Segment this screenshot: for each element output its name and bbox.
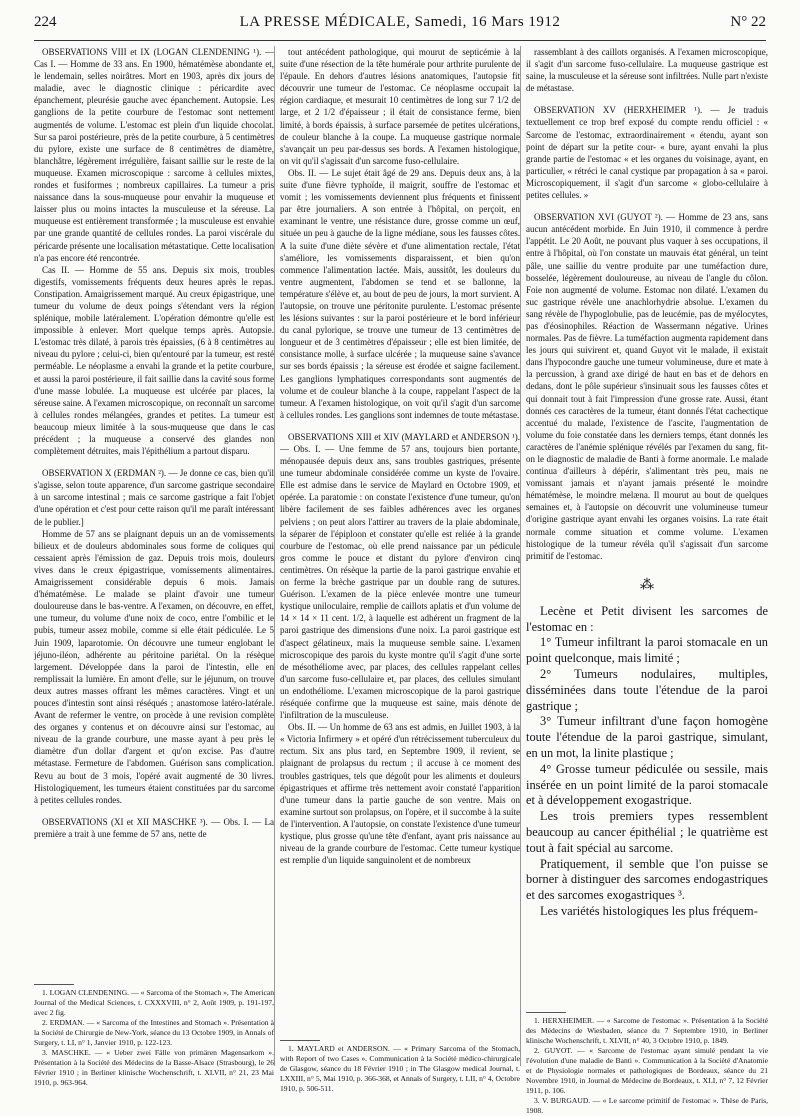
paragraph: OBSERVATION XV (HERXHEIMER ¹). — Je traduis textuellement ce trop bref exposé du compte rendu officiel : « Sarcome de l'estomac, extraordinairement « étendu, ayant son point de départ sur la petite cour- « bure, ayant envahi la plus grande partie de l'estomac « et les organes du voisinage, ayant, en particulier, « rétréci le canal cystique par propagation à sa « paroi. Microscopiquement, il s'agit d'un sarcome « globo-cellulaire à petites cellules. » bbox=[526, 105, 768, 201]
footnote: 1. HERXHEIMER. — « Sarcome de l'estomac ». Présentation à la Société des Médecins de Wiesbaden, séance du 7 Septembre 1910, in Berliner klinische Wochenschrift, t. XLVII, n° 40, 3 Octobre 1910, p. 1849. bbox=[526, 1016, 768, 1045]
main-text bbox=[526, 604, 768, 920]
paragraph: OBSERVATIONS VIII et IX (LOGAN CLENDENING ¹). — Cas I. — Homme de 33 ans. En 1900, hématémèse abondante et, le lendemain, selles noirâtres. Mort en 1903, après dix jours de maladie, avec le diagnostic clinique : péricardite avec épanchement, pleurésie gauche avec épanchement. Autopsie. Les ganglions de la petite courbure de l'estomac sont nettement augmentés de volume. L'estomac est plein d'un liquide chocolat. Sur sa paroi postérieure, près de la petite courbure, à 5 centimètres du pylore, existe une surface de 8 centimètres de diamètre, blanchâtre, légèrement irrégulière, faisant saillie sur le reste de la muqueuse. Examen microscopique : sarcome à cellules mixtes, rondes et fusiformes ; nombreux capillaires. La tumeur a pris naissance dans la sous-muqueuse pour envahir la muqueuse et laisser plus ou moins intactes la musculeuse et la séreuse. La muqueuse est entièrement transformée ; la musculeuse est envahie par une grande quantité de cellules rondes. La paroi viscérale du péricarde présente une localisation métastatique. Cette localisation n'a pas encore été rencontrée. bbox=[34, 47, 274, 263]
footnotes-column-3 bbox=[526, 1012, 768, 1116]
running-title: LA PRESSE MÉDICALE, Samedi, 16 Mars 1912 bbox=[239, 14, 561, 30]
paragraph: Les trois premiers types ressemblent beaucoup au cancer épithélial ; le quatrième est tout à fait spécial au sarcome. bbox=[526, 809, 768, 855]
paragraph: OBSERVATIONS XIII et XIV (MAYLARD et ANDERSON ¹). — Obs. I. — Une femme de 57 ans, toujours bien portante, ménopausée depuis deux ans, sans troubles gastriques, présente une tumeur abdominale considérée comme un kyste de l'ovaire. Elle est admise dans le service de Maylard en Octobre 1909, et opérée. La paratomie : on constate l'existence d'une tumeur, qu'on libère facilement de ses faibles adhérences avec les organes pelviens ; on peut alors l'attirer au travers de la plaie abdominale, la séparer de l'épiploon et constater qu'elle est reliée à la grande courbure de l'estomac, où elle prend naissance par un pédicule gros comme le pouce et distant du pylore d'environ cinq centimètres. On résèque la partie de la paroi gastrique envahie et on ferme la brèche gastrique par un double rang de sutures. Guérison. L'examen de la pièce enlevée montre une tumeur kystique uniloculaire, remplie de caillots aplatis et d'un volume de 14 × 14 × 11 cent. 1/2, à laquelle est adhérent un fragment de la paroi gastrique des dimensions d'une noix. La paroi gastrique est d'aspect gélatineux, mais la muqueuse semble saine. L'examen microscopique des parois du kyste montre qu'il s'agit d'une sorte de mésothéliome avec, par places, des cellules rappelant celles d'un sarcome fuso-cellulaire et, par places, des cellules simulant un endothéliome. L'examen microscopique de la paroi gastrique réséquée confirme que la muqueuse est saine, mais dénote de l'infiltration de la musculeuse. bbox=[280, 431, 520, 721]
footnote: 1. MAYLARD et ANDERSON. — « Primary Sarcoma of the Stomach, with Report of two Cases ». Communication à la Société médico-chirurgicale de Glasgow, séance du 18 Février 1910 ; in The Glasgow medical Journal, t. LXXIII, n° 5, Mai 1910, p. 366-368, et Annals of Surgery, t. LII, n° 4, Octobre 1910, p. 506-511. bbox=[280, 1044, 520, 1093]
paragraph: 3° Tumeur infiltrant d'une façon homogène toute l'étendue de la paroi gastrique, simulant, en un mot, la linite plastique ; bbox=[526, 714, 768, 761]
paragraph: Obs. II. — Le sujet était âgé de 29 ans. Depuis deux ans, à la suite d'une fièvre typhoïde, il maigrit, souffre de l'estomac et vomit ; les vomissements deviennent plus fréquents et finissent par être journaliers. A son entrée à l'hôpital, on perçoit, en examinant le ventre, une résistance dure, grosse comme un œuf, située un peu à gauche de la ligne médiane, sous les fausses côtes. A la suite d'une diète sévère et d'une alimentation rectale, l'état s'améliore, les vomissements disparaissent, et bien qu'on commence l'alimentation lactée. Mais, aussitôt, les douleurs du ventre augmentent, l'abdomen se tend et se ballonne, la température s'élève et, au bout de peu de jours, la mort survient. A l'autopsie, on trouve une péritonite purulente. L'estomac présente les lésions suivantes : sur la paroi postérieure et le bord inférieur du canal pylorique, se trouve une tumeur de 13 centimètres de longueur et de 3 centimètres d'épaisseur ; elle est bien limitée, de consistance molle, à surface ulcérée ; la muqueuse saine s'avance sur ses bords épaissis ; la séreuse est érodée et saigne facilement. Les ganglions lymphatiques correspondants sont augmentés de volume et de couleur blanche à la coupe, rappelant l'aspect de la tumeur. A l'examen histologique, on voit qu'il s'agit d'un sarcome à cellules rondes. Les ganglions sont indemnes de toute métastase. bbox=[280, 167, 520, 420]
paragraph: Les variétés histologiques les plus fréquem- bbox=[540, 903, 758, 918]
paragraph: Lecène et Petit divisent les sarcomes de l'estomac en : bbox=[526, 603, 768, 634]
paragraph: Cas II. — Homme de 55 ans. Depuis six mois, troubles digestifs, vomissements fréquents deux heures après le repas. Constipation. Amaigrissement marqué. Au creux épigastrique, une tumeur du volume de deux poings s'étendant vers la région splénique, mobile latéralement. L'opération démontre qu'elle est impossible à enlever. Mort quelque temps après. Autopsie. L'estomac très dilaté, à parois très épaissies, (6 à 8 centimètres au niveau du pylore ; celui-ci, bien qu'entouré par la tumeur, est resté perméable. Le néoplasme a envahi la grande et la petite courbure, et aussi la paroi postérieure, il fait saillie dans la cavité sous forme d'une masse lobulée. La muqueuse est ulcérée par places, la séreuse saine. A l'examen microscopique, on reconnaît un sarcome à cellules rondes mélangées, grandes et petites. La tumeur est beaucoup mieux limitée à la sous-muqueuse que dans le cas précédent ; la muqueuse a conservé des glandes non complètement détruites, mais l'épithélium a partout disparu. bbox=[34, 264, 274, 457]
column-3 bbox=[526, 46, 768, 1056]
footnote-rule bbox=[34, 984, 74, 985]
paragraph: 4° Grosse tumeur pédiculée ou sessile, mais insérée en un point limité de la paroi stomacale et à développement exogastrique. bbox=[526, 761, 768, 808]
footnote: 1. LOGAN CLENDENING. — « Sarcoma of the Stomach », The American Journal of the Medical Sciences, t. CXXXVIII, n° 2, Août 1909, p. 191-197, avec 2 fig. bbox=[34, 988, 274, 1017]
paragraph: Pratiquement, il semble que l'on puisse se borner à distinguer des sarcomes endogastriques et des sarcomes exogastriques ³. bbox=[526, 856, 768, 903]
footnote: 2. ERDMAN. — « Sarcoma of the Intestines and Stomach ». Présentation à la Société de Chirurgie de New-York, séance du 13 Octobre 1909, in Annals of Surgery, t. LI, n° 1, Janvier 1910, p. 122-123. bbox=[34, 1018, 274, 1047]
footnote: 3. MASCHKE. — « Ueber zwei Fälle von primären Magensarkom ». Présentation à la Société des Médecins de la Basse-Alsace (Strasbourg), le 26 Février 1910 ; in Berliner klinische Wochenschrift, t. XLVII, n° 21, 23 Mai 1910, p. 963-964. bbox=[34, 1048, 274, 1087]
paragraph: 1° Tumeur infiltrant la paroi stomacale en un point quelconque, mais limité ; bbox=[526, 635, 768, 666]
column-divider bbox=[274, 46, 275, 1066]
footnote-rule bbox=[280, 1040, 320, 1041]
paragraph: OBSERVATION XVI (GUYOT ²). — Homme de 23 ans, sans aucun antécédent morbide. En Juin 1910, il commence à perdre l'appétit. Le 20 Août, ne pouvant plus vaquer à ses occupations, il entre à l'hôpital, où l'on constate un mauvais état général, un teint pâle, une saillie du ventre produite par une tuméfaction dure, bosselée, légèrement douloureuse, au niveau de l'angle du côlon. Foie non augmenté de volume. Estomac non dilaté. L'examen du suc gastrique révèle une anachlorhydrie absolue. L'examen du sang révèle de l'hypoglobulie, pas de leucémie, pas de myélocytes, pas d'éosinophiles. Réaction de Wassermann négative. Urines normales. Pas de fièvre. La tuméfaction augmenta rapidement dans les jours qui suivirent et, quand Guyot vit le malade, il existait dans l'hypocondre gauche une tumeur volumineuse, dure et mate à la percussion, à grand axe dirigé de haut en bas et de dehors en dedans, dont le pôle supérieur s'insinuait sous les fausses côtes et qui donnait tout à fait l'impression d'une grosse rate. Aussi, étant donnés ces caractères de la tumeur, étant donnés l'état cachectique accentué du malade, l'existence de l'ascite, l'augmentation de volume du foie constatée dans les derniers temps, étant donnés les caractères de l'anémie splénique révélés par l'examen du sang, fit-on le diagnostic de maladie de Banti à forme anormale. Le malade continua d'ailleurs à dépérir, s'alimentant très peu, mais ne vomissant jamais et n'ayant jamais présenté le moindre hématémèse, le moindre melæna. Il mourut au bout de quelques semaines et, à l'autopsie on découvrit une volumineuse tumeur d'origine gastrique ayant envahi les organes voisins. La rate était normale comme situation et comme volume. L'examen histologique de la tumeur révéla qu'il s'agissait d'un sarcome primitif de l'estomac. bbox=[526, 212, 768, 561]
footnote-rule bbox=[526, 1012, 566, 1013]
header-rule bbox=[34, 40, 766, 41]
issue-number: N° 22 bbox=[730, 14, 766, 30]
column-divider bbox=[520, 46, 521, 1066]
paragraph: OBSERVATIONS (XI et XII MASCHKE ³). — Obs. I. — La première a trait à une femme de 57 ans, nette de bbox=[34, 816, 274, 839]
footnote: 3. V. BURGAUD. — « Le sarcome primitif de l'estomac ». Thèse de Paris, 1908. bbox=[526, 1096, 768, 1115]
page-number: 224 bbox=[34, 14, 57, 30]
footnotes-column-1 bbox=[34, 984, 274, 1088]
footnotes-column-2 bbox=[280, 1040, 520, 1094]
column-2 bbox=[280, 46, 520, 982]
paragraph: Obs. II. — Un homme de 63 ans est admis, en Juillet 1903, à la « Victoria Infirmery » et opéré d'un rétrécissement tuberculeux du rectum. Six ans plus tard, en Septembre 1909, il revient, se plaignant de prolapsus du rectum ; il accuse à ce moment des troubles gastriques, tels que dégoût pour les aliments et douleurs épigastriques et affirme très nettement avoir constaté l'apparition d'une tumeur dans la partie gauche de son ventre. Mais on examine surtout son prolapsus, on l'opère, et il succombe à la suite de l'intervention. A l'autopsie, on constate l'existence d'une tumeur kystique, plus grosse qu'une tête d'enfant, ayant pris naissance au niveau de la grande courbure de l'estomac. Cette tumeur kystique est remplie d'un liquide sanguinolent et de nombreux bbox=[280, 722, 520, 866]
footnote: 2. GUYOT. — « Sarcome de l'estomac ayant simulé pendant la vie l'évolution d'une maladie de Banti ». Communication à la Société d'Anatomie et de Physiologie normales et pathologiques de Bordeaux, séance du 21 Novembre 1910, in Journal de Médecine de Bordeaux, t. XLI, n° 7, 12 Février 1911, p. 106. bbox=[526, 1046, 768, 1095]
section-separator: ⁂ bbox=[640, 577, 654, 593]
paragraph: Homme de 57 ans se plaignant depuis un an de vomissements bilieux et de douleurs abdominales sous forme de coliques qui cessaient après l'émission de gaz. Depuis trois mois, douleurs vives dans le creux épigastrique, vomissements alimentaires. Amaigrissement considérable depuis 6 mois. Jamais d'hématémèse. Le malade se plaint d'avoir une tumeur douloureuse dans le bas-ventre. A l'examen, on découvre, en effet, une tumeur, du volume d'une noix de coco, entre l'ombilic et le pubis, tumeur assez mobile, comme si elle était pédiculée. Le 5 Juin 1909, laparotomie. On découvre une tumeur englobant le jéjuno-iléon, adhérente au péritoine pariétal. On la résèque largement. Développée dans la paroi de l'intestin, elle en remplissait la lumière. En amont d'elle, sur le jéjunum, on trouve deux autres masses offrant les mêmes caractères. Vingt et un pouces d'intestin sont ainsi réséqués ; anastomose latéro-latérale. Avant de refermer le ventre, on procède à une revision complète des organes y contenus et on découvre ainsi sur l'estomac, au niveau de la grande courbure, une masse ayant à peu près le diamètre d'un dollar d'argent et qu'on excise. Pas d'autre métastase. Fermeture de l'abdomen. Guérison sans complication. Revu au bout de 3 mois, l'opéré avait augmenté de 30 livres. Histologiquement, les tumeurs étaient constituées par du sarcome à petites cellules rondes. bbox=[34, 528, 274, 805]
paragraph: 2° Tumeurs nodulaires, multiples, disséminées dans toute l'étendue de la paroi gastrique ; bbox=[526, 667, 768, 713]
running-header bbox=[34, 14, 766, 38]
paragraph: OBSERVATION X (ERDMAN ²). — Je donne ce cas, bien qu'il s'agisse, selon toute apparence, d'un sarcome gastrique secondaire à un sarcome intestinal ; mais ce sarcome gastrique a fait l'objet d'une opération et c'est pour cette raison qu'il me paraît intéressant de le publier.] bbox=[34, 468, 274, 527]
column-1 bbox=[34, 46, 274, 982]
paragraph: rassemblant à des caillots organisés. A l'examen microscopique, il s'agit d'un sarcome fuso-cellulaire. La muqueuse gastrique est saine, la musculeuse et la séreuse sont infiltrées. Nulle part n'existe de métastase. bbox=[526, 47, 768, 94]
paragraph: tout antécédent pathologique, qui mourut de septicémie à la suite d'une résection de la tête humérale pour arthrite purulente de l'épaule. En dehors d'autres lésions anatomiques, l'autopsie fit découvrir une tumeur de l'estomac. Ce néoplasme occupait la région cardiaque, et mesurait 10 centimètres de long sur 7 1/2 de large, et 2 1/2 d'épaisseur ; il était de consistance ferme, bien limité, à bords épaissis, à surface parsemée de petites ulcérations, de couleur blanche à la coupe. La muqueuse gastrique normale s'avançait un peu par-dessus ses bords. A l'examen histologique, on vit qu'il s'agissait d'un sarcome fuso-cellulaire. bbox=[280, 47, 520, 166]
